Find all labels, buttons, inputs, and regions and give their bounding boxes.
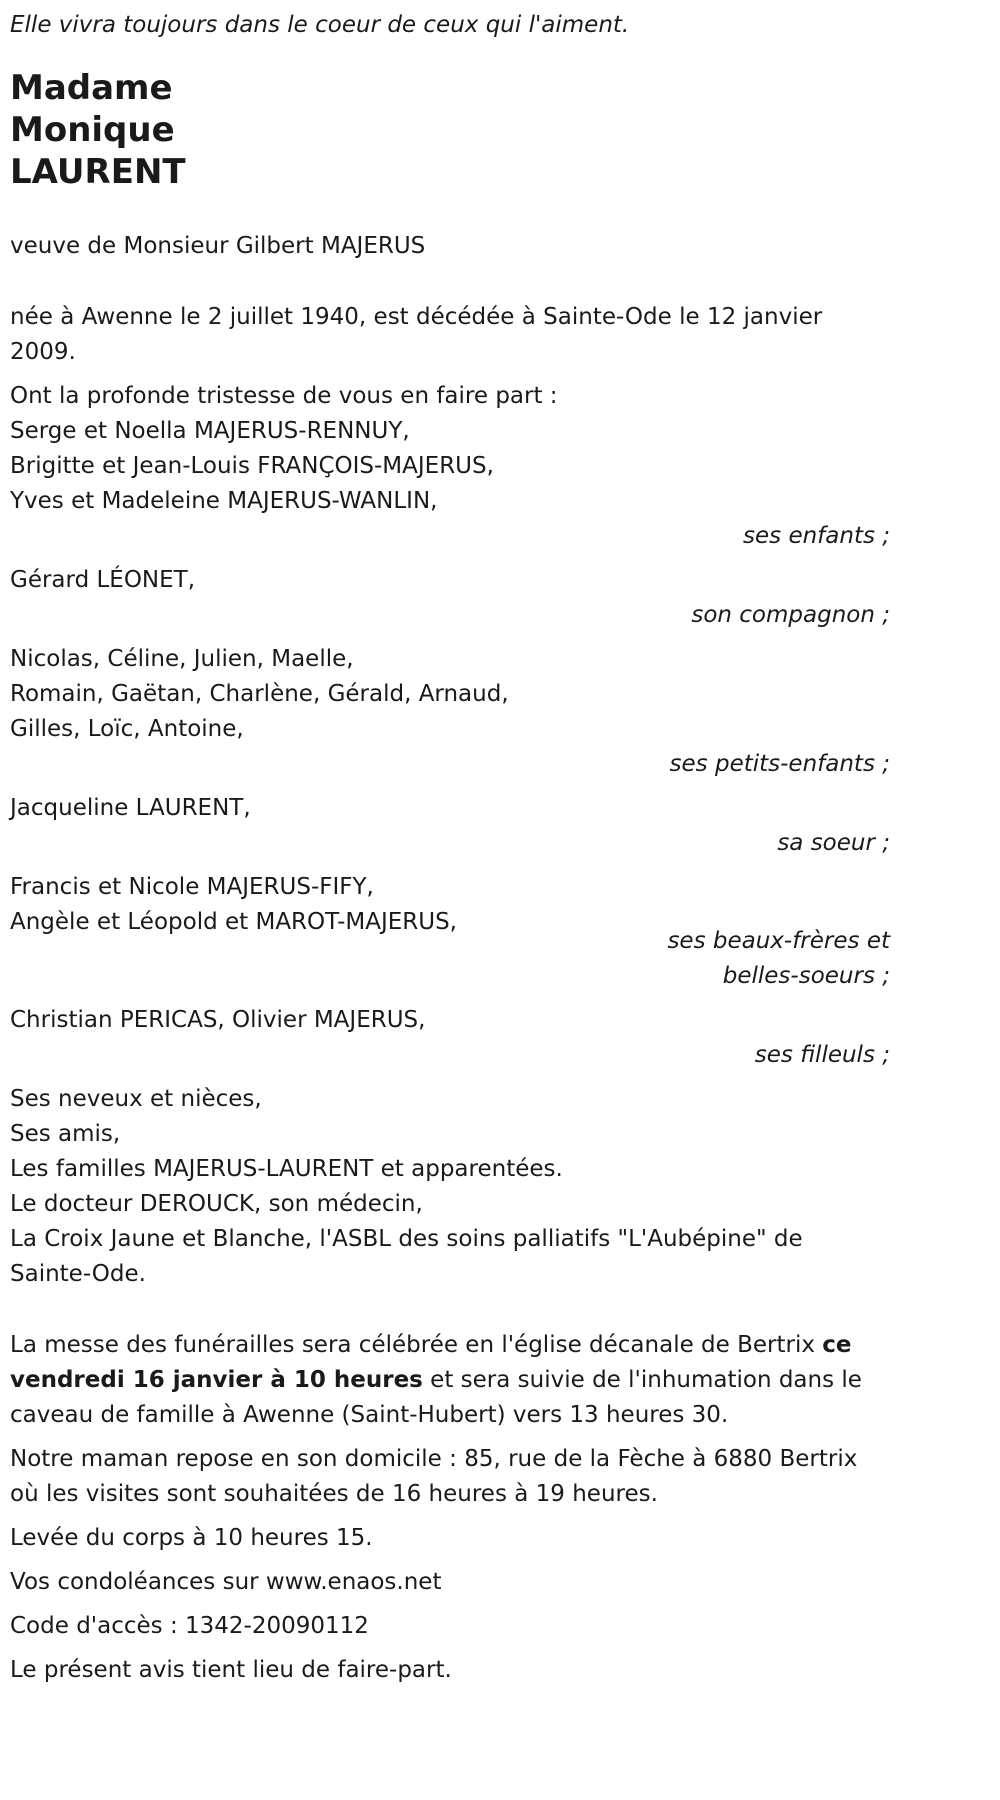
- grandchildren-relation: ses petits-enfants ;: [669, 751, 890, 777]
- grandchildren-name: Gilles, Loïc, Antoine,: [10, 716, 244, 742]
- others-line: Le docteur DEROUCK, son médecin,: [10, 1191, 423, 1217]
- spacer: [10, 1292, 890, 1328]
- funeral-bold-1: ce: [822, 1332, 852, 1358]
- funeral-bold-2: vendredi 16 janvier à 10 heures: [10, 1367, 423, 1393]
- others-line: La Croix Jaune et Blanche, l'ASBL des soins palliatifs "L'Aubépine" de: [10, 1226, 803, 1252]
- name-last: LAURENT: [10, 152, 186, 192]
- others-line: Ses amis,: [10, 1121, 121, 1147]
- others-group: [10, 1082, 890, 1292]
- grandchildren-name: Romain, Gaëtan, Charlène, Gérald, Arnaud,: [10, 681, 509, 707]
- birth-line-2: 2009.: [10, 339, 76, 365]
- sister-group: [10, 791, 890, 861]
- rest-line-2: où les visites sont souhaitées de 16 heures à 19 heures.: [10, 1481, 658, 1507]
- birth-death-line: [10, 300, 890, 370]
- funeral-line-1: [10, 1328, 890, 1363]
- in-law-name: Angèle et Léopold et MAROT-MAJERUS,: [10, 909, 457, 935]
- child-name: Yves et Madeleine MAJERUS-WANLIN,: [10, 488, 438, 514]
- in-laws-relation-1: ses beaux-frères et: [667, 928, 890, 954]
- funeral-text-2: et sera suivie de l'inhumation dans le: [422, 1367, 862, 1393]
- children-group: [10, 414, 890, 554]
- condolences-line: Vos condoléances sur www.enaos.net: [10, 1569, 442, 1595]
- grandchildren-group: [10, 642, 890, 782]
- in-laws-group: [10, 870, 890, 994]
- companion-relation: son compagnon ;: [691, 602, 890, 628]
- child-name: Brigitte et Jean-Louis FRANÇOIS-MAJERUS,: [10, 453, 494, 479]
- godchildren-relation: ses filleuls ;: [754, 1042, 890, 1068]
- announce-intro: Ont la profonde tristesse de vous en faire part :: [10, 383, 558, 409]
- godchild-name: Christian PERICAS, Olivier MAJERUS,: [10, 1007, 426, 1033]
- in-law-name: Francis et Nicole MAJERUS-FIFY,: [10, 874, 374, 900]
- name-first: Monique: [10, 110, 175, 150]
- epigraph: Elle vivra toujours dans le coeur de ceux qui l'aiment.: [10, 12, 630, 38]
- others-line: Les familles MAJERUS-LAURENT et apparentées.: [10, 1156, 563, 1182]
- in-laws-relation-2: belles-soeurs ;: [722, 963, 890, 989]
- deceased-name: [10, 67, 890, 193]
- child-name: Serge et Noella MAJERUS-RENNUY,: [10, 418, 410, 444]
- sister-name: Jacqueline LAURENT,: [10, 795, 251, 821]
- widow-line: veuve de Monsieur Gilbert MAJERUS: [10, 233, 426, 259]
- funeral-text-1: La messe des funérailles sera célébrée en l'église décanale de Bertrix: [10, 1332, 823, 1358]
- godchildren-group: [10, 1003, 890, 1073]
- birth-line-1: née à Awenne le 2 juillet 1940, est décédée à Sainte-Ode le 12 janvier: [10, 304, 823, 330]
- rest-line-1: Notre maman repose en son domicile : 85, rue de la Fèche à 6880 Bertrix: [10, 1446, 858, 1472]
- others-line: Ses neveux et nièces,: [10, 1086, 262, 1112]
- funeral-paragraph: [10, 1328, 890, 1433]
- funeral-line-3: caveau de famille à Awenne (Saint-Hubert) vers 13 heures 30.: [10, 1402, 729, 1428]
- levee-line: Levée du corps à 10 heures 15.: [10, 1525, 373, 1551]
- companion-name: Gérard LÉONET,: [10, 567, 196, 593]
- sister-relation: sa soeur ;: [777, 830, 890, 856]
- companion-group: [10, 563, 890, 633]
- children-relation: ses enfants ;: [743, 523, 890, 549]
- access-code-line: Code d'accès : 1342-20090112: [10, 1613, 369, 1639]
- others-line: Sainte-Ode.: [10, 1261, 146, 1287]
- funeral-line-2: [10, 1363, 890, 1398]
- rest-paragraph: [10, 1442, 890, 1512]
- grandchildren-name: Nicolas, Céline, Julien, Maelle,: [10, 646, 354, 672]
- name-title: Madame: [10, 68, 173, 108]
- notice-line: Le présent avis tient lieu de faire-part.: [10, 1657, 452, 1683]
